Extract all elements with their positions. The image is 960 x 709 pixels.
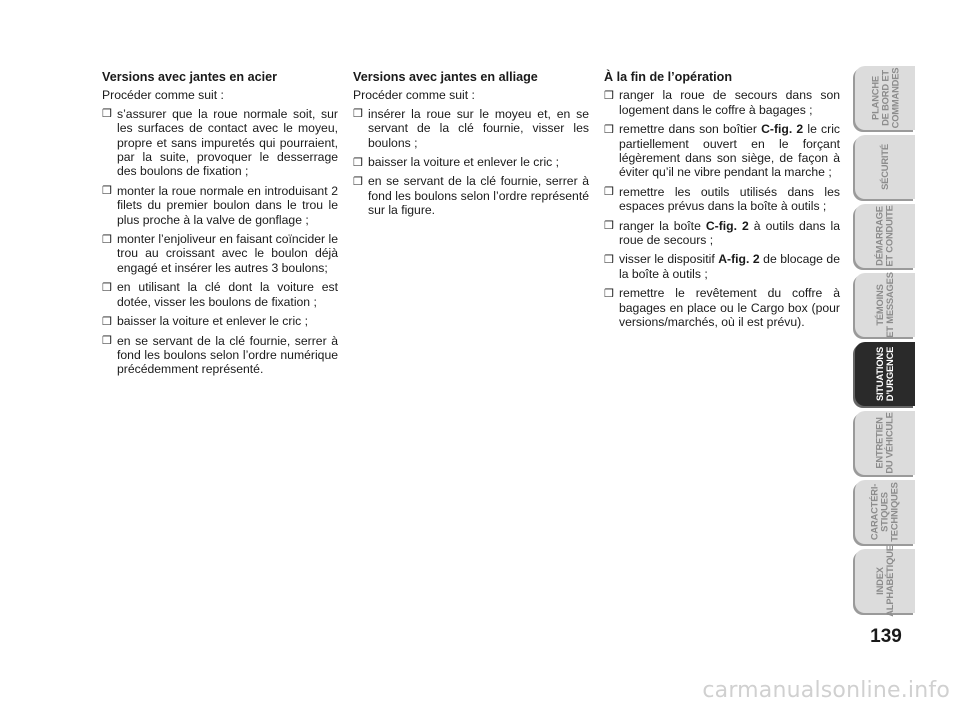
list-item <box>604 219 840 248</box>
list-item-text: ranger la boîte <box>619 218 706 233</box>
list-item <box>102 232 338 275</box>
tab-emergency[interactable] <box>855 342 915 406</box>
list-item-text: monter la roue normale en introduisant 2 filets du premier boulon dans le trou le plus proche à la valve de gonflage ; <box>117 183 338 227</box>
list-item <box>353 107 589 150</box>
list-item <box>353 155 589 169</box>
checkbox-bullet-icon: ❒ <box>604 186 614 199</box>
list-item <box>102 184 338 227</box>
section-heading: À la fin de l’opération <box>604 70 733 84</box>
chapter-tab-label: PLANCHE DE BORD ET COMMANDES <box>869 67 901 129</box>
column-steel-rims <box>102 70 338 382</box>
list-item <box>604 88 840 117</box>
tab-index[interactable] <box>855 545 915 617</box>
chapter-tab-label: CARACTÉRI- STIQUES TECHNIQUES <box>869 482 900 542</box>
section-intro: Procéder comme suit : <box>353 88 475 103</box>
list-item <box>353 174 589 217</box>
checkbox-bullet-icon: ❒ <box>353 156 363 169</box>
list-item <box>604 122 840 180</box>
chapter-tab-label: ENTRETIEN DU VÉHICULE <box>874 412 896 474</box>
section-intro: Procéder comme suit : <box>102 88 224 103</box>
checkbox-bullet-icon: ❒ <box>604 287 614 300</box>
checkbox-bullet-icon: ❒ <box>604 253 614 266</box>
list-item <box>102 334 338 377</box>
tab-safety[interactable] <box>855 135 915 199</box>
list-item-text: le cric partiellement ouvert en le forçant légèrement dans son siège, de façon à éviter qu’il ne vibre pendant la marche ; <box>619 122 840 180</box>
section-heading: Versions avec jantes en alliage <box>353 70 538 84</box>
list-item-text: ranger la roue de secours dans son logement dans le coffre à bagages ; <box>619 88 840 117</box>
list-item-text: en se servant de la clé fournie, serrer à fond les boulons selon l’ordre numérique précédemment représenté. <box>117 333 338 377</box>
list-item-text: monter l’enjoliveur en faisant coïncider le trou au croissant avec le boulon déjà engagé et insérer les autres 3 boulons; <box>117 232 338 275</box>
figure-reference: C-fig. 2 <box>705 218 749 233</box>
list-item <box>604 286 840 329</box>
list-item-text: remettre les outils utilisés dans les espaces prévus dans la boîte à outils ; <box>619 184 840 214</box>
chapter-tab-label: TÉMOINS ET MESSAGES <box>874 272 895 338</box>
list-item <box>604 252 840 281</box>
page-number: 139 <box>870 626 902 647</box>
section-heading: Versions avec jantes en acier <box>102 70 278 84</box>
list-item-text: de blocage de la boîte à outils ; <box>619 252 840 281</box>
chapter-tab-label: SÉCURITÉ <box>879 144 890 190</box>
checkbox-bullet-icon: ❒ <box>102 335 112 347</box>
list-item-text: en utilisant la clé dont la voiture est dotée, visser les boulons de fixation ; <box>117 280 338 309</box>
list-item-text: s’assurer que la roue normale soit, sur les surfaces de contact avec le moyeu, propre et sans impuretés qui pourraient, par la suite, provoquer le desserrage des boulons de fixation ; <box>117 106 338 179</box>
checkbox-bullet-icon: ❒ <box>604 123 614 136</box>
checkbox-bullet-icon: ❒ <box>353 108 363 121</box>
checkbox-bullet-icon: ❒ <box>102 281 112 294</box>
list-item-text: baisser la voiture et enlever le cric ; <box>117 314 309 329</box>
checkbox-bullet-icon: ❒ <box>604 220 614 233</box>
tab-warning-lights[interactable] <box>855 273 915 337</box>
instruction-list <box>604 88 840 329</box>
checkbox-bullet-icon: ❒ <box>102 185 112 198</box>
column-alloy-rims <box>353 70 589 223</box>
chapter-tab-label: DÉMARRAGE ET CONDUITE <box>874 205 895 267</box>
column-end-of-operation <box>604 70 840 335</box>
checkbox-bullet-icon: ❒ <box>102 108 112 121</box>
list-item <box>102 314 338 328</box>
chapter-tab-label: INDEX ALPHABÉTIQUE <box>874 545 895 617</box>
instruction-list <box>102 107 338 377</box>
watermark: carmanualsonline.info <box>702 678 950 703</box>
figure-reference: A-fig. 2 <box>718 252 760 267</box>
chapter-tab-label: SITUATIONS D’URGENCE <box>874 346 895 402</box>
list-item-text: baisser la voiture et enlever le cric ; <box>368 155 560 170</box>
list-item-text: remettre dans son boîtier <box>619 122 762 137</box>
list-item <box>102 107 338 179</box>
figure-reference: C-fig. 2 <box>761 122 804 137</box>
checkbox-bullet-icon: ❒ <box>604 89 614 102</box>
list-item-text: visser le dispositif <box>619 252 719 267</box>
tab-specifications[interactable] <box>855 480 915 544</box>
tab-dashboard-controls[interactable] <box>855 66 915 130</box>
list-item-text: à outils dans la roue de secours ; <box>619 218 840 248</box>
list-item <box>102 280 338 309</box>
instruction-list <box>353 107 589 218</box>
list-item-text: insérer la roue sur le moyeu et, en se servant de la clé fournie, visser les boulons ; <box>368 106 589 150</box>
list-item <box>604 185 840 214</box>
list-item-text: en se servant de la clé fournie, serrer à fond les boulons selon l’ordre représenté sur la figure. <box>368 174 589 218</box>
tab-maintenance[interactable] <box>855 411 915 475</box>
tab-starting-driving[interactable] <box>855 204 915 268</box>
checkbox-bullet-icon: ❒ <box>353 175 363 188</box>
checkbox-bullet-icon: ❒ <box>102 233 112 246</box>
list-item-text: remettre le revêtement du coffre à bagages en place ou le Cargo box (pour versions/marchés, où il est prévu). <box>619 286 840 330</box>
checkbox-bullet-icon: ❒ <box>102 315 112 328</box>
